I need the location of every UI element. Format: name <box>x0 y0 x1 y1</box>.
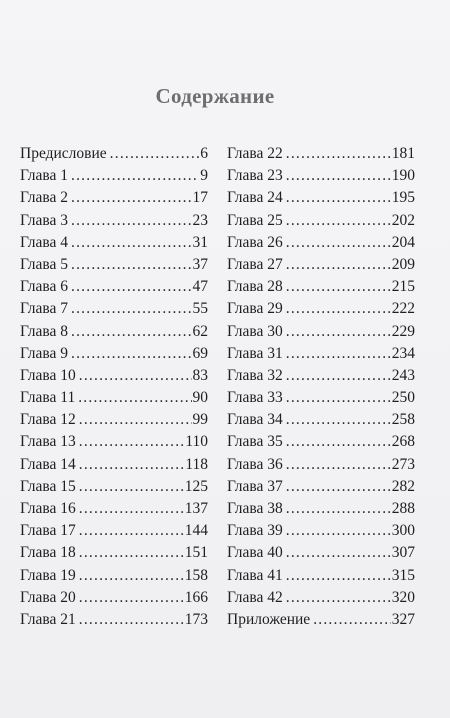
toc-entry <box>20 454 208 476</box>
dot-leader <box>79 498 184 520</box>
toc-entry-page-number: 166 <box>184 588 208 606</box>
toc-entry-page-number: 17 <box>192 189 208 207</box>
toc-entry <box>20 498 208 520</box>
toc-entry <box>20 210 208 232</box>
toc-entry-label: Глава 29 <box>227 300 283 318</box>
dot-leader <box>71 298 191 320</box>
toc-entry <box>20 321 208 343</box>
toc-entry <box>20 232 208 254</box>
toc-entry-page-number: 300 <box>391 522 415 540</box>
toc-entry-page-number: 222 <box>391 300 415 318</box>
toc-entry <box>227 454 415 476</box>
toc-entry-page-number: 204 <box>391 233 415 251</box>
toc-entry-label: Глава 7 <box>20 300 69 318</box>
toc-entry <box>20 276 208 298</box>
toc-entry <box>227 165 415 187</box>
toc-entry-label: Глава 38 <box>227 500 283 517</box>
toc-entry-label: Глава 41 <box>227 566 283 584</box>
toc-entry-page-number: 202 <box>391 211 415 229</box>
toc-entry-label: Глава 14 <box>20 455 76 473</box>
dot-leader <box>71 232 191 254</box>
toc-entry <box>227 187 415 209</box>
toc-entry-label: Глава 1 <box>20 167 69 185</box>
dot-leader <box>286 409 391 431</box>
toc-entry <box>227 143 415 165</box>
toc-entry-page-number: 110 <box>185 433 208 451</box>
toc-entry-label: Глава 2 <box>20 189 69 207</box>
toc-entry <box>20 520 208 542</box>
toc-entry-page-number: 158 <box>184 566 208 584</box>
dot-leader <box>110 143 200 165</box>
toc-entry <box>20 187 208 209</box>
dot-leader <box>286 187 391 209</box>
toc-entry <box>227 476 415 498</box>
dot-leader <box>79 565 184 587</box>
dot-leader <box>286 232 391 254</box>
toc-entry-label: Глава 24 <box>227 189 283 207</box>
dot-leader <box>79 431 185 453</box>
toc-entry-label: Глава 35 <box>227 433 283 451</box>
dot-leader <box>286 542 391 564</box>
toc-entry-page-number: 258 <box>391 411 415 429</box>
dot-leader <box>79 409 192 431</box>
toc-entry <box>227 565 415 587</box>
toc-entry-label: Глава 6 <box>20 278 69 296</box>
toc-entry-label: Глава 17 <box>20 522 76 540</box>
toc-entry-label: Глава 39 <box>227 522 283 540</box>
toc-entry <box>227 387 415 409</box>
toc-entry-page-number: 229 <box>391 322 415 340</box>
dot-leader <box>313 609 391 631</box>
toc-entry <box>20 609 208 631</box>
dot-leader <box>79 587 184 609</box>
toc-entry-label: Глава 12 <box>20 411 76 429</box>
toc-entry-page-number: 23 <box>192 211 208 229</box>
dot-leader <box>71 321 191 343</box>
toc-entry-page-number: 9 <box>200 167 208 185</box>
toc-entry-label: Глава 9 <box>20 344 69 362</box>
dot-leader <box>79 454 185 476</box>
dot-leader <box>71 165 199 187</box>
toc-entry-page-number: 62 <box>192 322 208 340</box>
toc-entry-label: Глава 11 <box>20 389 76 407</box>
toc-entry-page-number: 215 <box>391 278 415 296</box>
toc-entry-page-number: 137 <box>184 500 208 517</box>
dot-leader <box>286 565 391 587</box>
toc-entry <box>227 254 415 276</box>
toc-entry-label: Глава 5 <box>20 255 69 273</box>
toc-entry-page-number: 327 <box>391 610 415 628</box>
toc-entry-page-number: 288 <box>391 500 415 517</box>
dot-leader <box>286 210 391 232</box>
toc-entry-label: Глава 10 <box>20 366 76 384</box>
toc-entry-page-number: 47 <box>192 278 208 296</box>
toc-entry <box>20 565 208 587</box>
toc-entry <box>227 431 415 453</box>
dot-leader <box>286 165 391 187</box>
toc-entry-page-number: 195 <box>391 189 415 207</box>
dot-leader <box>286 498 391 520</box>
toc-entry-label: Глава 30 <box>227 322 283 340</box>
toc-entry-page-number: 315 <box>391 566 415 584</box>
toc-entry-label: Глава 42 <box>227 588 283 606</box>
toc-entry-label: Глава 13 <box>20 433 76 451</box>
toc-entry-page-number: 99 <box>192 411 208 429</box>
toc-entry-label: Глава 3 <box>20 211 69 229</box>
toc-entry <box>20 409 208 431</box>
toc-entry-page-number: 273 <box>391 455 415 473</box>
toc-entry-label: Глава 27 <box>227 255 283 273</box>
toc-entry-page-number: 125 <box>184 477 208 495</box>
toc-entry <box>227 498 415 520</box>
toc-entry-page-number: 69 <box>192 344 208 362</box>
dot-leader <box>79 520 184 542</box>
toc-entry-page-number: 90 <box>192 389 208 407</box>
toc-entry <box>227 609 415 631</box>
toc-entry-page-number: 209 <box>391 255 415 273</box>
toc-entry <box>227 365 415 387</box>
toc-entry-page-number: 118 <box>185 455 208 473</box>
toc-entry-label: Глава 26 <box>227 233 283 251</box>
toc-entry <box>20 587 208 609</box>
dot-leader <box>286 143 391 165</box>
toc-column-left <box>20 143 208 631</box>
toc-entry-label: Глава 16 <box>20 500 76 517</box>
toc-entry <box>20 143 208 165</box>
toc-entry-label: Глава 31 <box>227 344 283 362</box>
toc-entry <box>20 298 208 320</box>
dot-leader <box>71 276 191 298</box>
dot-leader <box>286 298 391 320</box>
toc-entry <box>20 165 208 187</box>
toc-entry-label: Глава 23 <box>227 167 283 185</box>
dot-leader <box>78 387 191 409</box>
toc-entry <box>227 232 415 254</box>
dot-leader <box>79 609 184 631</box>
toc-entry-page-number: 268 <box>391 433 415 451</box>
page-title: Содержание <box>155 84 275 108</box>
toc-entry <box>227 276 415 298</box>
toc-entry-label: Глава 21 <box>20 610 76 628</box>
dot-leader <box>286 587 391 609</box>
dot-leader <box>286 454 391 476</box>
dot-leader <box>79 542 184 564</box>
toc-entry-label: Глава 33 <box>227 389 283 407</box>
dot-leader <box>286 254 391 276</box>
toc-entry <box>227 520 415 542</box>
toc-entry <box>20 476 208 498</box>
toc-entry-page-number: 144 <box>184 522 208 540</box>
dot-leader <box>79 476 184 498</box>
toc-entry <box>227 587 415 609</box>
toc-entry-label: Глава 20 <box>20 588 76 606</box>
toc-entry <box>227 343 415 365</box>
dot-leader <box>71 343 191 365</box>
toc-entry-label: Глава 4 <box>20 233 69 251</box>
toc-entry-label: Предисловие <box>20 145 107 162</box>
toc-entry-label: Глава 25 <box>227 211 283 229</box>
toc-entry-page-number: 243 <box>391 366 415 384</box>
toc-entry <box>227 542 415 564</box>
toc-entry-page-number: 250 <box>391 389 415 407</box>
dot-leader <box>286 520 391 542</box>
toc-entry <box>227 210 415 232</box>
toc-entry-page-number: 55 <box>192 300 208 318</box>
toc-entry-page-number: 6 <box>200 145 208 162</box>
toc-entry <box>20 365 208 387</box>
dot-leader <box>71 210 191 232</box>
dot-leader <box>286 343 391 365</box>
toc-entry-label: Глава 36 <box>227 455 283 473</box>
toc-entry-page-number: 320 <box>391 588 415 606</box>
toc-entry-label: Глава 40 <box>227 544 283 562</box>
toc-entry-label: Глава 8 <box>20 322 69 340</box>
toc-entry-label: Глава 22 <box>227 145 283 162</box>
dot-leader <box>286 387 391 409</box>
dot-leader <box>286 476 391 498</box>
toc-entry-label: Глава 19 <box>20 566 76 584</box>
toc-entry-label: Глава 15 <box>20 477 76 495</box>
dot-leader <box>286 365 391 387</box>
toc-entry-page-number: 83 <box>192 366 208 384</box>
dot-leader <box>286 431 391 453</box>
toc-entry-page-number: 151 <box>184 544 208 562</box>
toc-entry <box>20 343 208 365</box>
toc-entry <box>20 542 208 564</box>
toc-entry-page-number: 181 <box>391 145 415 162</box>
toc-entry-label: Глава 28 <box>227 278 283 296</box>
toc-entry-page-number: 234 <box>391 344 415 362</box>
toc-entry <box>20 431 208 453</box>
dot-leader <box>71 187 191 209</box>
toc-entry-label: Глава 32 <box>227 366 283 384</box>
toc-entry-label: Глава 34 <box>227 411 283 429</box>
toc-entry <box>20 254 208 276</box>
toc-entry-page-number: 31 <box>192 233 208 251</box>
toc-entry <box>20 387 208 409</box>
toc-entry-page-number: 282 <box>391 477 415 495</box>
toc-entry-label: Глава 18 <box>20 544 76 562</box>
toc-entry-page-number: 307 <box>391 544 415 562</box>
dot-leader <box>286 321 391 343</box>
toc-entry <box>227 321 415 343</box>
toc-entry-page-number: 190 <box>391 167 415 185</box>
toc-entry <box>227 298 415 320</box>
dot-leader <box>71 254 191 276</box>
toc-entry-label: Глава 37 <box>227 477 283 495</box>
toc-entry <box>227 409 415 431</box>
dot-leader <box>79 365 192 387</box>
dot-leader <box>286 276 391 298</box>
toc-entry-label: Приложение <box>227 610 311 628</box>
toc-column-right <box>227 143 415 631</box>
toc-entry-page-number: 37 <box>192 255 208 273</box>
toc-entry-page-number: 173 <box>184 610 208 628</box>
